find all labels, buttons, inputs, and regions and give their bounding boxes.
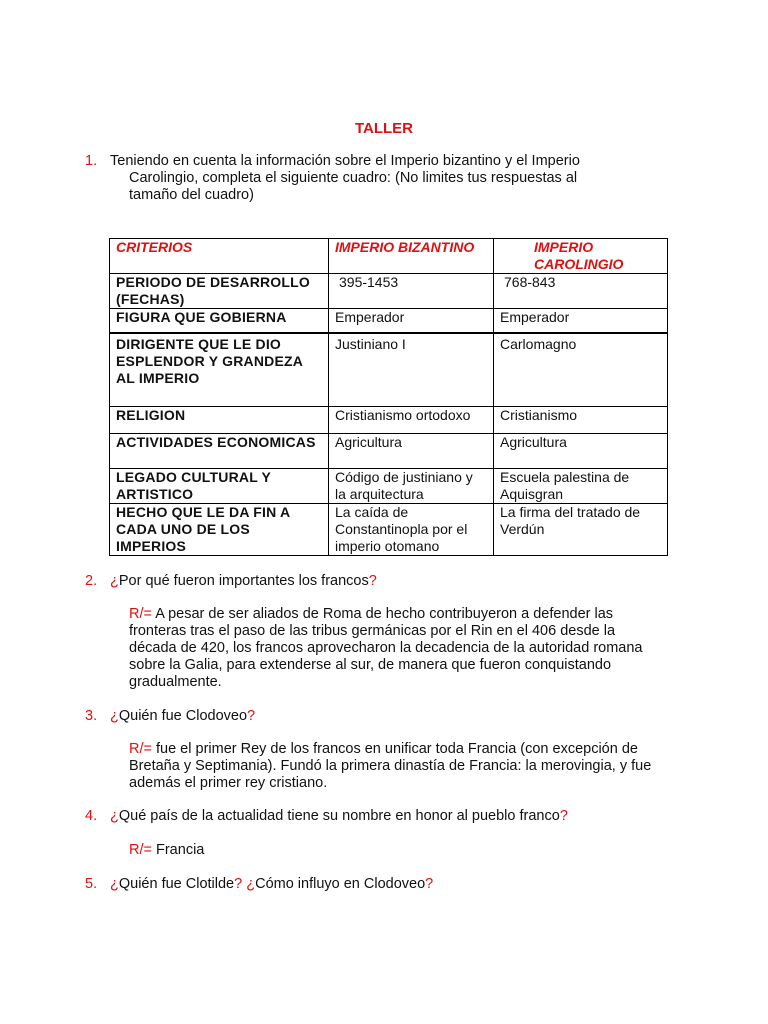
question-number: 3. [85, 708, 98, 724]
question-4 [85, 808, 645, 825]
question-3 [85, 708, 645, 725]
answer-4 [129, 842, 659, 859]
question-number: 4. [85, 808, 98, 824]
question-5 [85, 876, 645, 893]
question-text: ¿Por qué fueron importantes los francos? [110, 573, 377, 589]
question-number: 5. [85, 876, 98, 892]
question-1 [85, 153, 645, 204]
answer-text: fue el primer Rey de los francos en unificar toda Francia (con excepción de Bretaña y Septimania). Fundó la primera dinastía de Francia: la merovingia, y fue además el primer rey cristiano. [129, 741, 652, 791]
question-number: 1. [85, 153, 98, 169]
page-title: TALLER [354, 120, 414, 137]
table-row: DIRIGENTE QUE LE DIO ESPLENDOR Y GRANDEZA AL IMPERIO Justiniano I Carlomagno [110, 333, 668, 407]
header-bizantino: IMPERIO BIZANTINO [329, 239, 494, 274]
comparison-table [109, 238, 668, 556]
question-2 [85, 573, 645, 590]
table-row: HECHO QUE LE DA FIN A CADA UNO DE LOS IMPERIOS La caída de Constantinopla por el imperio otomano La firma del tratado de Verdún [110, 504, 668, 556]
header-criterios: CRITERIOS [110, 239, 329, 274]
header-carolingio: IMPERIO CAROLINGIO [494, 239, 668, 274]
answer-prefix: R/= [129, 741, 152, 757]
table-row: RELIGION Cristianismo ortodoxo Cristianismo [110, 407, 668, 434]
question-text: Teniendo en cuenta la información sobre el Imperio bizantino y el Imperio Carolingio, completa el siguiente cuadro: (No limites tus respuestas al tamaño del cuadro) [110, 153, 580, 203]
question-number: 2. [85, 573, 98, 589]
table-row: PERIODO DE DESARROLLO (FECHAS) 395-1453 768-843 [110, 274, 668, 309]
table-header-row [110, 239, 668, 274]
table-row: LEGADO CULTURAL Y ARTISTICO Código de justiniano y la arquitectura Escuela palestina de Aquisgran [110, 469, 668, 504]
question-text: ¿Qué país de la actualidad tiene su nombre en honor al pueblo franco? [110, 808, 568, 824]
question-text: ¿Quién fue Clotilde? ¿Cómo influyo en Clodoveo? [110, 876, 434, 892]
answer-text: Francia [156, 842, 205, 858]
answer-prefix: R/= [129, 842, 152, 858]
answer-text: A pesar de ser aliados de Roma de hecho contribuyeron a defender las fronteras tras el paso de las tribus germánicas por el Rin en el 406 desde la década de 420, los francos aprovecharon la decadencia de la autoridad romana sobre la Galia, para extenderse al sur, de manera que fueron conquistando gradualmente. [129, 606, 643, 690]
table-row: ACTIVIDADES ECONOMICAS Agricultura Agricultura [110, 434, 668, 469]
answer-3 [129, 741, 659, 792]
table-row: FIGURA QUE GOBIERNA Emperador Emperador [110, 309, 668, 333]
answer-prefix: R/= [129, 606, 152, 622]
question-text: ¿Quién fue Clodoveo? [110, 708, 256, 724]
answer-2 [129, 606, 659, 691]
